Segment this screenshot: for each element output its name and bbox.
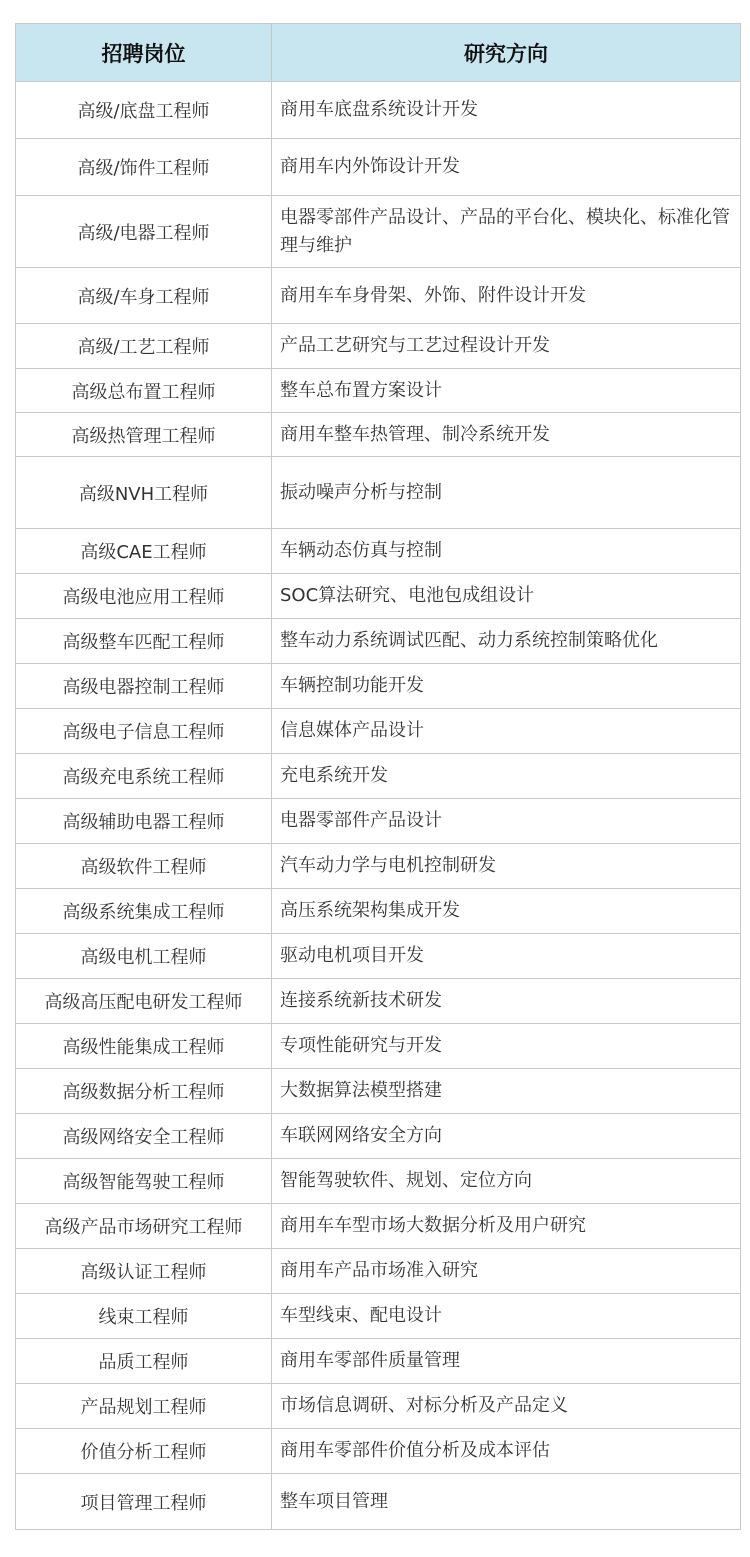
direction-cell: 商用车零部件价值分析及成本评估 xyxy=(272,1429,741,1474)
direction-cell: 车型线束、配电设计 xyxy=(272,1294,741,1339)
position-cell: 线束工程师 xyxy=(16,1294,272,1339)
direction-cell: 商用车车身骨架、外饰、附件设计开发 xyxy=(272,268,741,324)
table-row xyxy=(16,1474,741,1530)
table-row xyxy=(16,1204,741,1249)
position-cell: 高级智能驾驶工程师 xyxy=(16,1159,272,1204)
table-row xyxy=(16,574,741,619)
direction-cell: 振动噪声分析与控制 xyxy=(272,457,741,529)
position-cell: 高级/电器工程师 xyxy=(16,196,272,268)
table-row xyxy=(16,619,741,664)
direction-cell: 智能驾驶软件、规划、定位方向 xyxy=(272,1159,741,1204)
table-row xyxy=(16,1294,741,1339)
table-row xyxy=(16,979,741,1024)
direction-cell: 整车动力系统调试匹配、动力系统控制策略优化 xyxy=(272,619,741,664)
table-row xyxy=(16,1429,741,1474)
table-body xyxy=(16,82,741,1530)
position-cell: 高级认证工程师 xyxy=(16,1249,272,1294)
position-cell: 高级/底盘工程师 xyxy=(16,82,272,139)
table-row xyxy=(16,1024,741,1069)
table-row xyxy=(16,324,741,369)
position-cell: 高级电子信息工程师 xyxy=(16,709,272,754)
direction-cell: 车辆控制功能开发 xyxy=(272,664,741,709)
position-cell: 高级整车匹配工程师 xyxy=(16,619,272,664)
header-direction: 研究方向 xyxy=(272,24,741,82)
table-row xyxy=(16,139,741,196)
table-row xyxy=(16,82,741,139)
table-row xyxy=(16,889,741,934)
direction-cell: 商用车零部件质量管理 xyxy=(272,1339,741,1384)
direction-cell: 连接系统新技术研发 xyxy=(272,979,741,1024)
position-cell: 高级/饰件工程师 xyxy=(16,139,272,196)
position-cell: 高级/工艺工程师 xyxy=(16,324,272,369)
position-cell: 高级NVH工程师 xyxy=(16,457,272,529)
direction-cell: 商用车内外饰设计开发 xyxy=(272,139,741,196)
table-row xyxy=(16,1249,741,1294)
direction-cell: 高压系统架构集成开发 xyxy=(272,889,741,934)
direction-cell: 车辆动态仿真与控制 xyxy=(272,529,741,574)
table-row xyxy=(16,1339,741,1384)
table-row xyxy=(16,844,741,889)
position-cell: 高级系统集成工程师 xyxy=(16,889,272,934)
position-cell: 高级电器控制工程师 xyxy=(16,664,272,709)
direction-cell: 整车总布置方案设计 xyxy=(272,369,741,413)
table-row xyxy=(16,529,741,574)
direction-cell: 信息媒体产品设计 xyxy=(272,709,741,754)
direction-cell: 市场信息调研、对标分析及产品定义 xyxy=(272,1384,741,1429)
direction-cell: 整车项目管理 xyxy=(272,1474,741,1530)
table-row xyxy=(16,457,741,529)
direction-cell: 商用车整车热管理、制冷系统开发 xyxy=(272,413,741,457)
table-row xyxy=(16,196,741,268)
recruitment-table xyxy=(15,23,741,1530)
table-row xyxy=(16,754,741,799)
recruitment-table-container xyxy=(15,23,740,1530)
direction-cell: 产品工艺研究与工艺过程设计开发 xyxy=(272,324,741,369)
direction-cell: 车联网网络安全方向 xyxy=(272,1114,741,1159)
position-cell: 高级高压配电研发工程师 xyxy=(16,979,272,1024)
position-cell: 高级网络安全工程师 xyxy=(16,1114,272,1159)
direction-cell: 驱动电机项目开发 xyxy=(272,934,741,979)
direction-cell: 商用车产品市场准入研究 xyxy=(272,1249,741,1294)
direction-cell: 电器零部件产品设计 xyxy=(272,799,741,844)
position-cell: 高级辅助电器工程师 xyxy=(16,799,272,844)
table-row xyxy=(16,664,741,709)
direction-cell: 专项性能研究与开发 xyxy=(272,1024,741,1069)
table-row xyxy=(16,1114,741,1159)
position-cell: 高级充电系统工程师 xyxy=(16,754,272,799)
table-row xyxy=(16,709,741,754)
direction-cell: SOC算法研究、电池包成组设计 xyxy=(272,574,741,619)
position-cell: 项目管理工程师 xyxy=(16,1474,272,1530)
direction-cell: 大数据算法模型搭建 xyxy=(272,1069,741,1114)
direction-cell: 商用车车型市场大数据分析及用户研究 xyxy=(272,1204,741,1249)
position-cell: 高级/车身工程师 xyxy=(16,268,272,324)
header-position: 招聘岗位 xyxy=(16,24,272,82)
table-row xyxy=(16,268,741,324)
table-row xyxy=(16,1384,741,1429)
table-row xyxy=(16,1159,741,1204)
position-cell: 价值分析工程师 xyxy=(16,1429,272,1474)
direction-cell: 电器零部件产品设计、产品的平台化、模块化、标准化管理与维护 xyxy=(272,196,741,268)
position-cell: 产品规划工程师 xyxy=(16,1384,272,1429)
position-cell: 高级热管理工程师 xyxy=(16,413,272,457)
position-cell: 高级软件工程师 xyxy=(16,844,272,889)
position-cell: 高级数据分析工程师 xyxy=(16,1069,272,1114)
table-row xyxy=(16,413,741,457)
direction-cell: 充电系统开发 xyxy=(272,754,741,799)
position-cell: 品质工程师 xyxy=(16,1339,272,1384)
position-cell: 高级性能集成工程师 xyxy=(16,1024,272,1069)
position-cell: 高级电机工程师 xyxy=(16,934,272,979)
table-row xyxy=(16,369,741,413)
position-cell: 高级产品市场研究工程师 xyxy=(16,1204,272,1249)
table-row xyxy=(16,1069,741,1114)
direction-cell: 汽车动力学与电机控制研发 xyxy=(272,844,741,889)
position-cell: 高级电池应用工程师 xyxy=(16,574,272,619)
direction-cell: 商用车底盘系统设计开发 xyxy=(272,82,741,139)
position-cell: 高级总布置工程师 xyxy=(16,369,272,413)
table-row xyxy=(16,799,741,844)
table-row xyxy=(16,934,741,979)
table-header-row xyxy=(16,24,741,82)
position-cell: 高级CAE工程师 xyxy=(16,529,272,574)
